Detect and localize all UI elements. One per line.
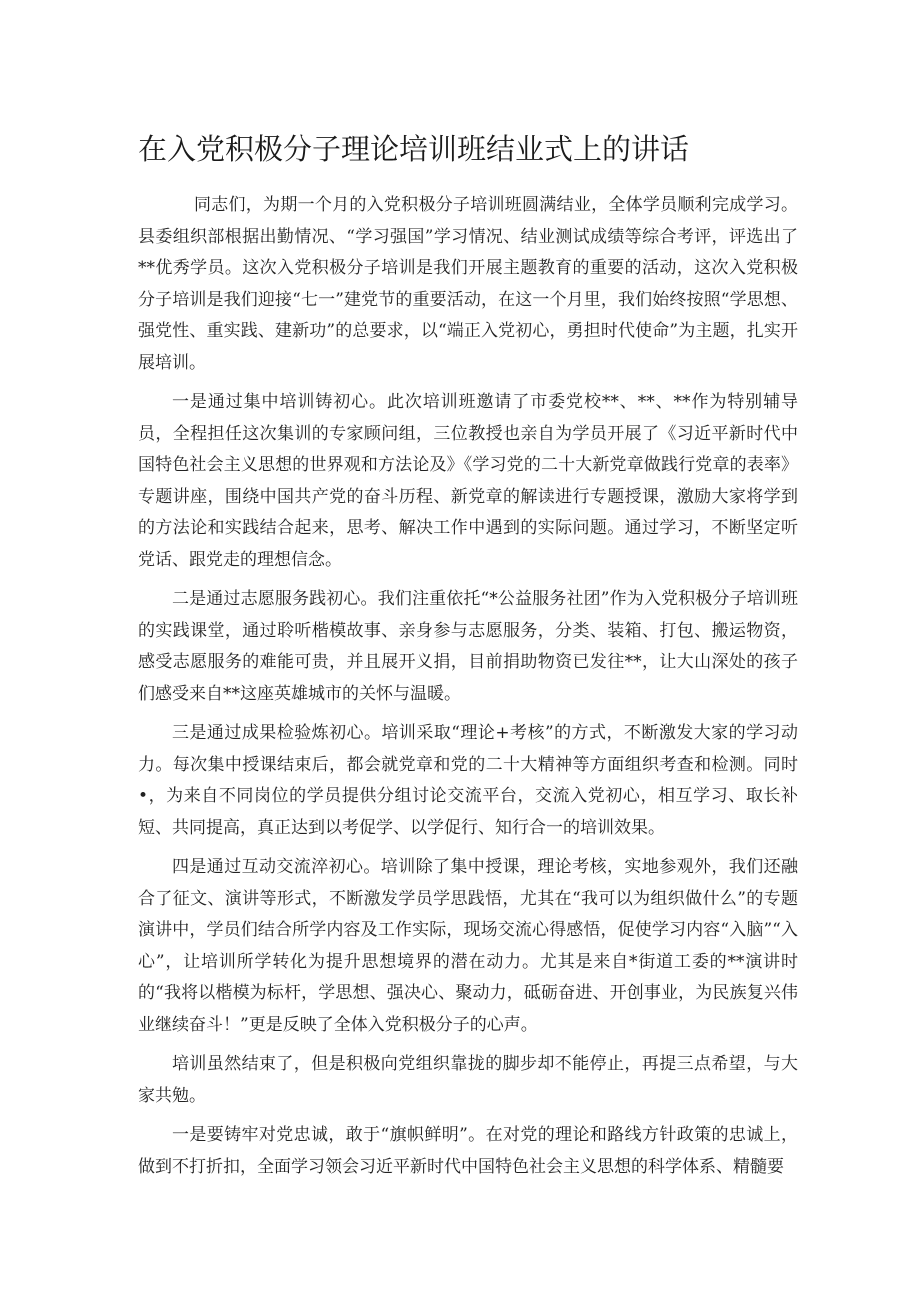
paragraph-point-three-assessment: 三是通过成果检验炼初心。培训采取“理论+考核”的方式，不断激发大家的学习动力。每次集中授课结束后，都会就党章和党的二十大精神等方面组织考查和检测。同时•，为来自不同岗位的学员提供分组讨论交流平台，交流入党初心，相互学习、取长补短、共同提高，真正达到以考促学、以学促行、知行合一的培训效果。 (138, 723, 798, 838)
paragraph-transition: 培训虽然结束了，但是积极向党组织靠拢的脚步却不能停止，再提三点希望，与大家共勉。 (138, 1054, 798, 1106)
document-title: 在入党积极分子理论培训班结业式上的讲话 (138, 132, 690, 166)
paragraph-point-two-volunteer: 二是通过志愿服务践初心。我们注重依托“*公益服务社团”作为入党积极分子培训班的实践课堂，通过聆听楷模故事、亲身参与志愿服务，分类、装箱、打包、搬运物资，感受志愿服务的难能可贵，并且展开义捐，目前捐助物资已发往**，让大山深处的孩子们感受来自**这座英雄城市的关怀与温暖。 (138, 589, 798, 704)
paragraph-hope-one: 一是要铸牢对党忠诚，敢于“旗帜鲜明”。在对党的理论和路线方针政策的忠诚上，做到不打折扣，全面学习领会习近平新时代中国特色社会主义思想的科学体系、精髓要 (138, 1125, 798, 1177)
paragraph-point-one-training: 一是通过集中培训铸初心。此次培训班邀请了市委党校**、**、**作为特别辅导员，全程担任这次集训的专家顾问组，三位教授也亲自为学员开展了《习近平新时代中国特色社会主义思想的世界观和方法论及》《学习党的二十大新党章做践行党章的表率》专题讲座，围绕中国共产党的奋斗历程、新党章的解读进行专题授课，激励大家将学到的方法论和实践结合起来，思考、解决工作中遇到的实际问题。通过学习，不断坚定听党话、跟党走的理想信念。 (138, 392, 798, 570)
document-body (138, 190, 798, 1191)
paragraph-point-four-exchange: 四是通过互动交流淬初心。培训除了集中授课，理论考核，实地参观外，我们还融合了征文、演讲等形式，不断激发学员学思践悟，尤其在“我可以为组织做什么”的专题演讲中，学员们结合所学内容及工作实际，现场交流心得感悟，促使学习内容“入脑”“入心”，让培训所学转化为提升思想境界的潜在动力。尤其是来自*街道工委的**演讲时的“我将以楷模为标杆，学思想、强决心、聚动力，砥砺奋进、开创事业，为民族复兴伟业继续奋斗！”更是反映了全体入党积极分子的心声。 (138, 857, 798, 1035)
paragraph-opening: 同志们，为期一个月的入党积极分子培训班圆满结业，全体学员顺利完成学习。县委组织部根据出勤情况、“学习强国”学习情况、结业测试成绩等综合考评，评选出了**优秀学员。这次入党积极分子培训是我们开展主题教育的重要的活动，这次入党积极分子培训是我们迎接“七一”建党节的重要活动，在这一个月里，我们始终按照“学思想、强党性、重实践、建新功”的总要求，以“端正入党初心，勇担时代使命”为主题，扎实开展培训。 (138, 195, 798, 373)
